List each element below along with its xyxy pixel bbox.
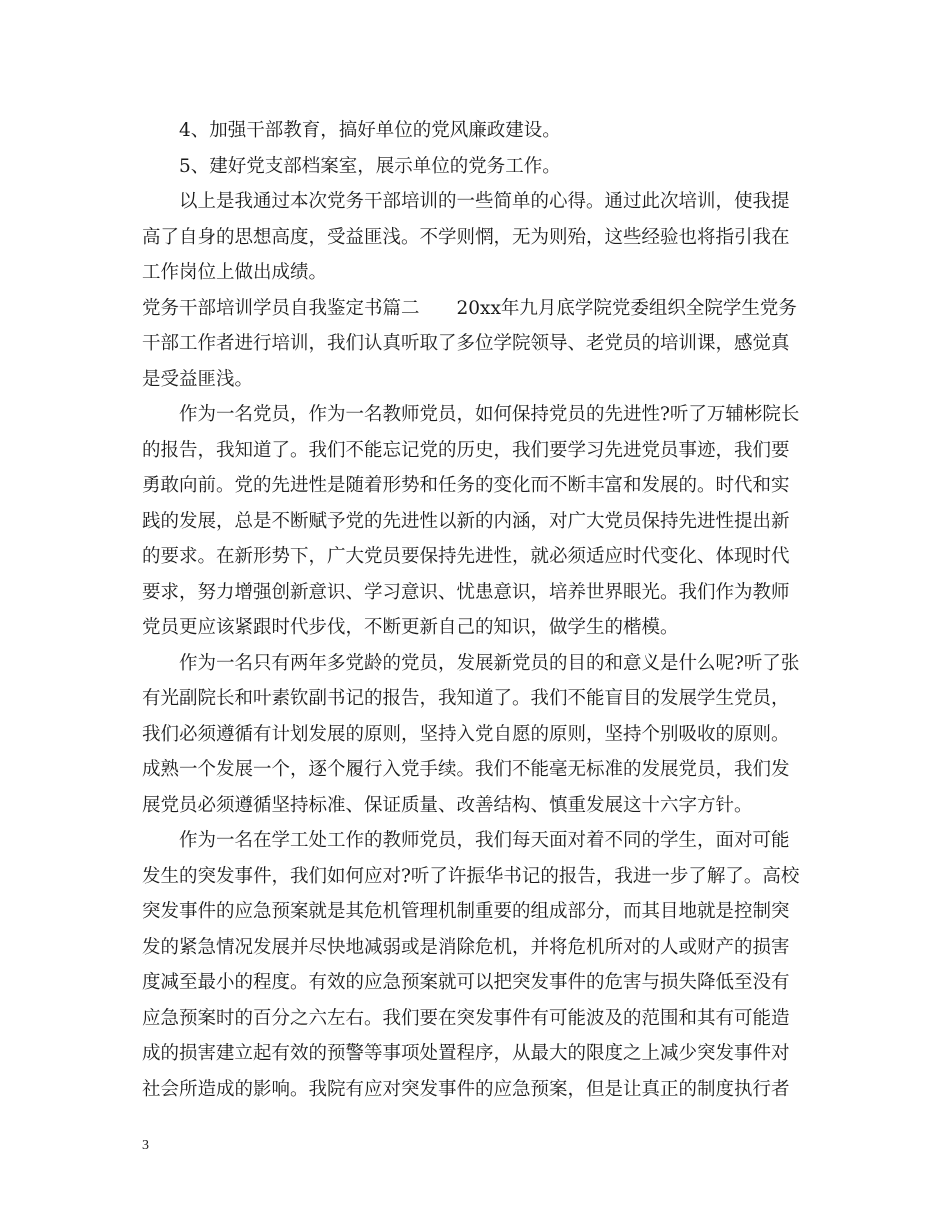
paragraph-line: 践的发展，总是不断赋予党的先进性以新的内涵，对广大党员保持先进性提出新 (142, 510, 790, 532)
paragraph-line: 是受益匪浅。 (142, 368, 254, 390)
paragraph-line: 党员更应该紧跟时代步伐，不断更新自己的知识，做学生的楷模。 (142, 617, 679, 638)
paragraph-line: 发的紧急情况发展并尽快地减弱或是消除危机，并将危机所对的人或财产的损害 (142, 936, 790, 958)
section-heading-line: 党务干部培训学员自我鉴定书篇二 20xx年九月底学院党委组织全院学生党务 (142, 297, 797, 319)
paragraph-line: 成的损害建立起有效的预警等事项处置程序，从最大的限度之上减少突发事件对 (142, 1043, 790, 1064)
paragraph-line: 突发事件的应急预案就是其危机管理机制重要的组成部分，而其目地就是控制突 (142, 901, 790, 922)
paragraph-line: 作为一名只有两年多党龄的党员，发展新党员的目的和意义是什么呢?听了张 (179, 652, 800, 674)
paragraph-line: 成熟一个发展一个，逐个履行入党手续。我们不能毫无标准的发展党员，我们发 (142, 759, 790, 780)
paragraph-line: 社会所造成的影响。我院有应对突发事件的应急预案，但是让真正的制度执行者 (142, 1078, 790, 1100)
paragraph-line: 的报告，我知道了。我们不能忘记党的历史，我们要学习先进党员事迹，我们要 (142, 439, 790, 461)
paragraph-line: 的要求。在新形势下，广大党员要保持先进性，就必须适应时代变化、体现时代 (142, 546, 790, 567)
paragraph-line: 作为一名党员，作为一名教师党员，如何保持党员的先进性?听了万辅彬院长 (179, 404, 800, 425)
paragraph-line: 勇敢向前。党的先进性是随着形势和任务的变化而不断丰富和发展的。时代和实 (142, 475, 790, 496)
body-text (142, 113, 814, 1107)
list-item-5: 5、建好党支部档案室，展示单位的党务工作。 (179, 155, 561, 177)
paragraph-line: 干部工作者进行培训，我们认真听取了多位学院领导、老党员的培训课，感觉真 (142, 333, 790, 354)
paragraph-line: 应急预案时的百分之六左右。我们要在突发事件有可能波及的范围和其有可能造 (142, 1007, 790, 1029)
paragraph-line: 高了自身的思想高度，受益匪浅。不学则惘，无为则殆，这些经验也将指引我在 (142, 226, 790, 248)
paragraph-line: 要求，努力增强创新意识、学习意识、忧患意识，培养世界眼光。我们作为教师 (142, 581, 790, 603)
paragraph-line: 度减至最小的程度。有效的应急预案就可以把突发事件的危害与损失降低至没有 (142, 972, 790, 993)
paragraph-line: 工作岗位上做出成绩。 (142, 262, 328, 283)
paragraph-line: 以上是我通过本次党务干部培训的一些简单的心得。通过此次培训，使我提 (179, 191, 790, 212)
paragraph-line: 有光副院长和叶素钦副书记的报告，我知道了。我们不能盲目的发展学生党员， (142, 688, 790, 709)
list-item-4: 4、加强干部教育，搞好单位的党风廉政建设。 (179, 120, 561, 141)
paragraph-line: 展党员必须遵循坚持标准、保证质量、改善结构、慎重发展这十六字方针。 (142, 794, 753, 816)
paragraph-line: 作为一名在学工处工作的教师党员，我们每天面对着不同的学生，面对可能 (179, 830, 790, 851)
paragraph-line: 发生的突发事件，我们如何应对?听了许振华书记的报告，我进一步了解了。高校 (142, 865, 800, 887)
paragraph-line: 我们必须遵循有计划发展的原则，坚持入党自愿的原则，坚持个别吸收的原则。 (142, 723, 790, 745)
page-number: 3 (142, 1138, 149, 1153)
